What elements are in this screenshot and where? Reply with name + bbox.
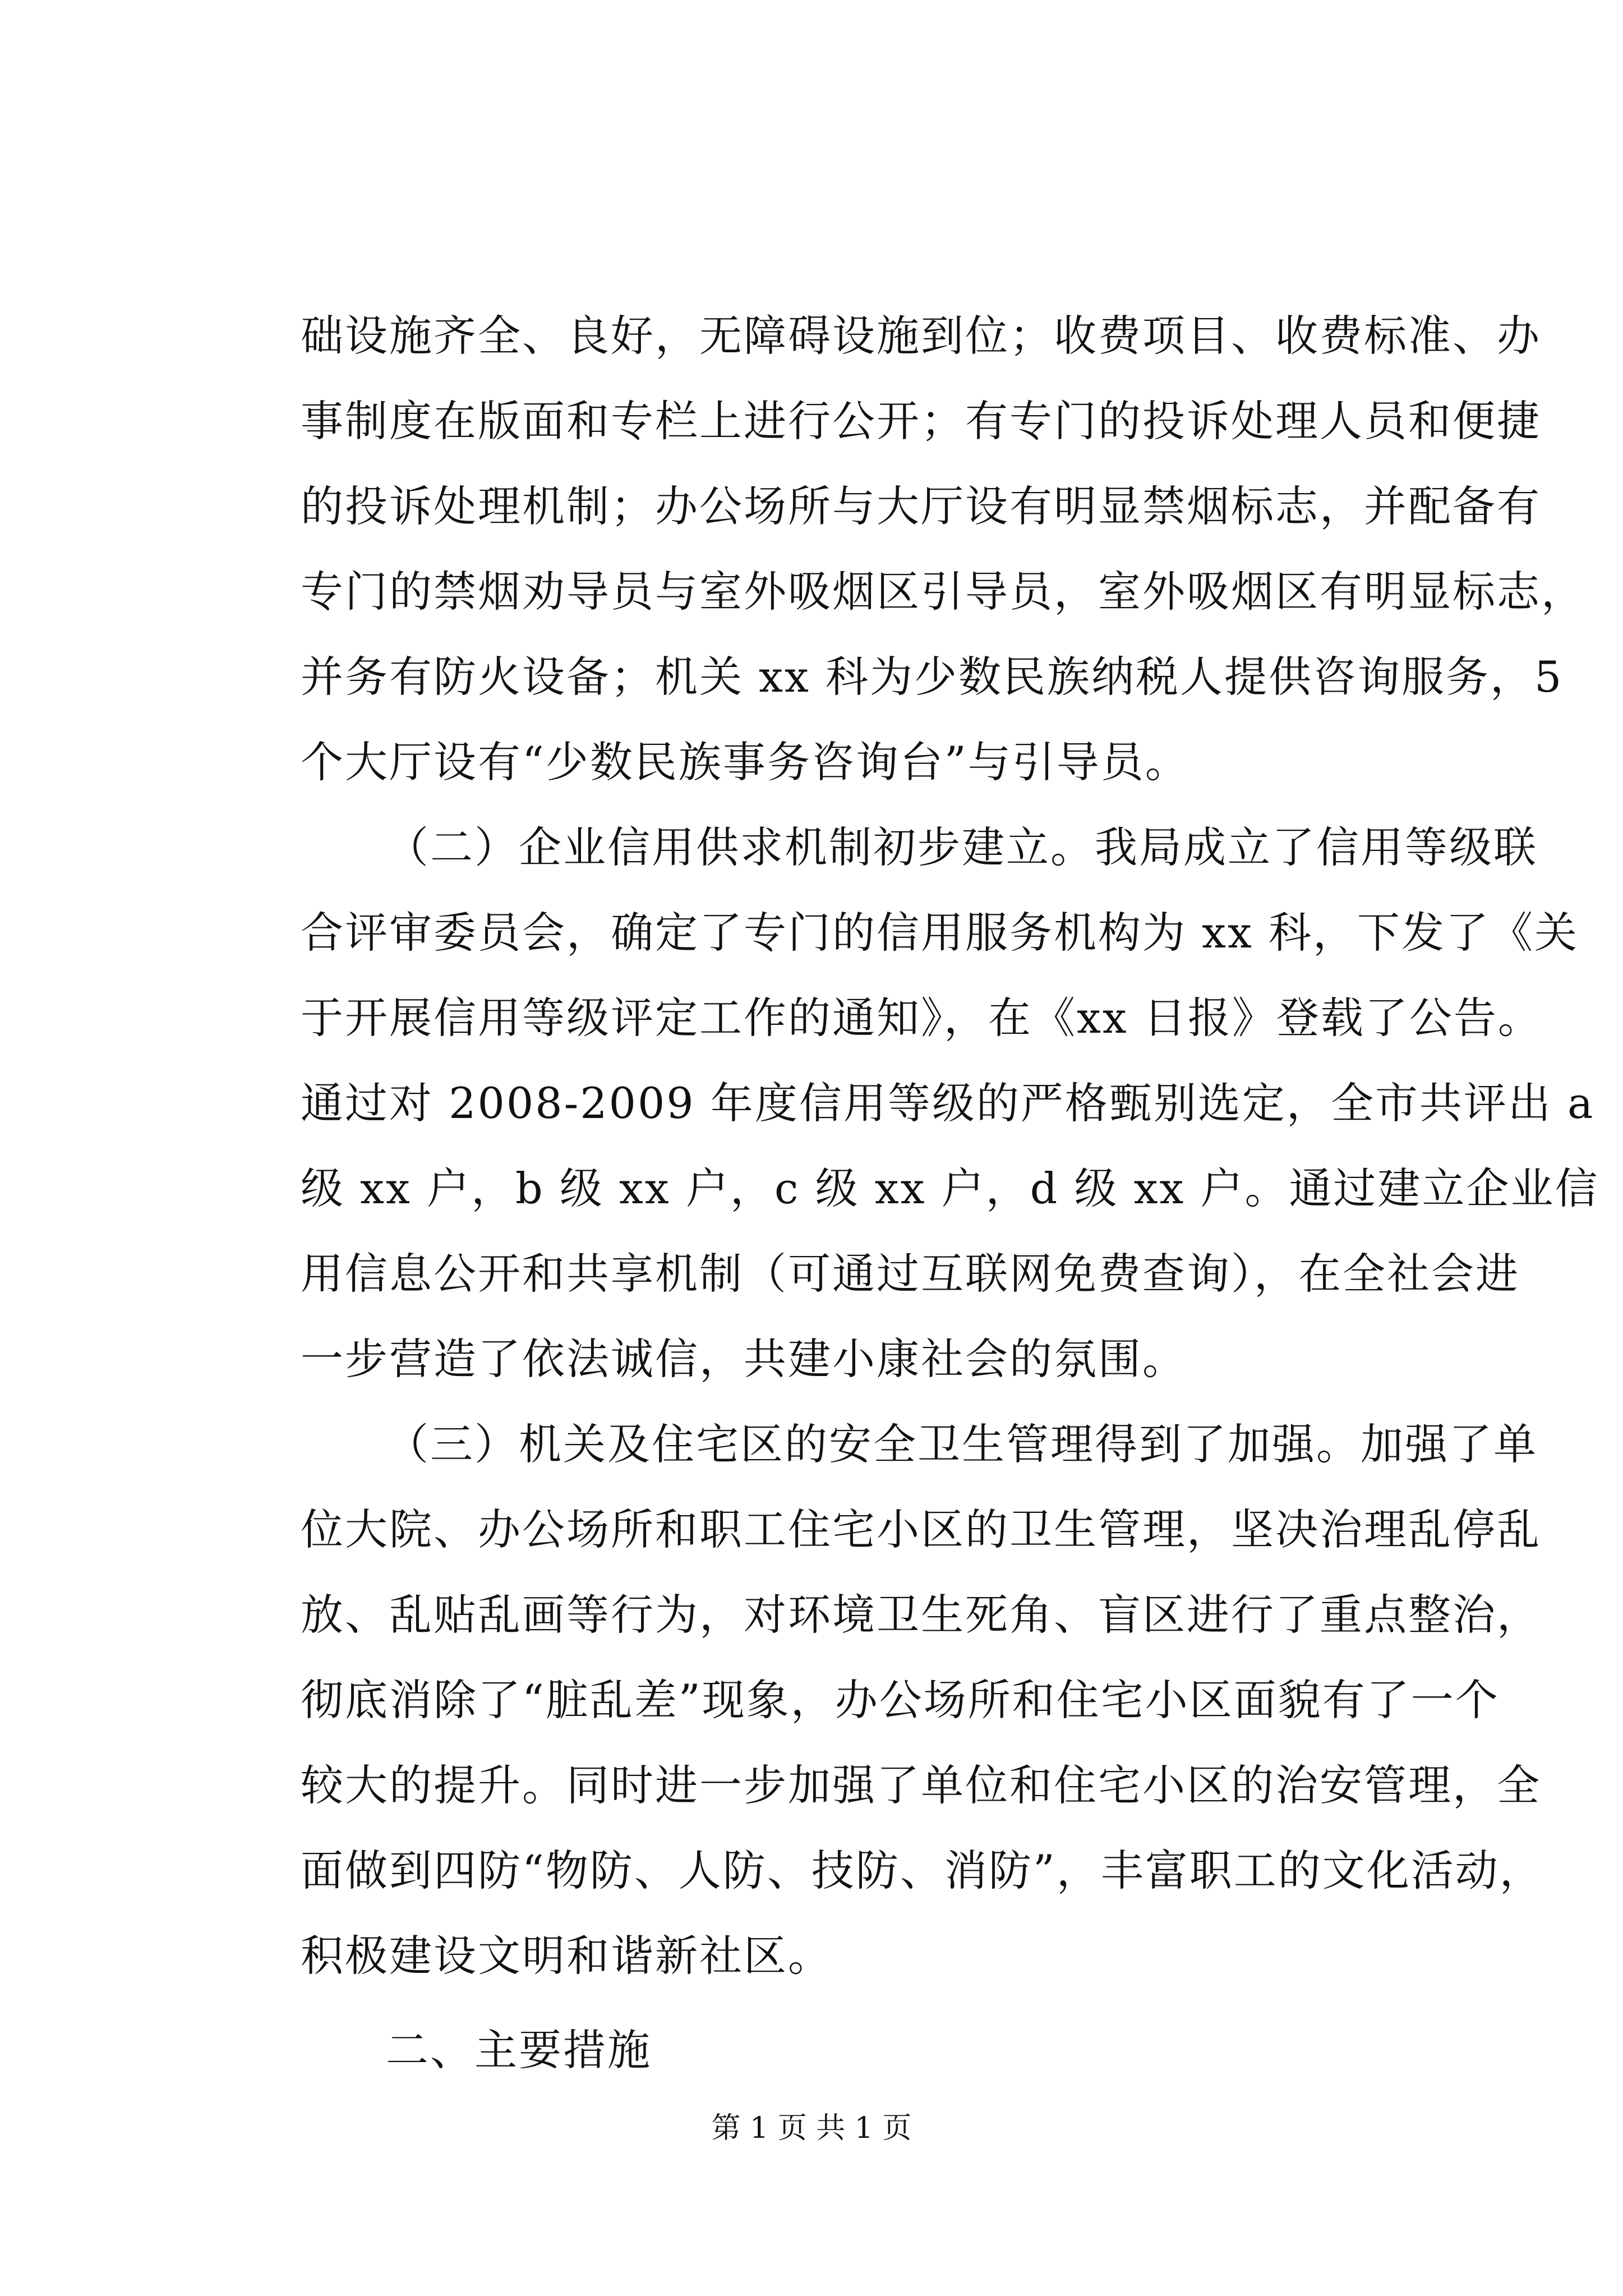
- text-line: 个大厅设有“少数民族事务咨询台”与引导员。: [301, 737, 1189, 787]
- text-line: 通过对 2008-2009 年度信用等级的严格甄别选定，全市共评出 a: [301, 1078, 1595, 1128]
- text-line: 面做到四防“物防、人防、技防、消防”，丰富职工的文化活动，: [301, 1846, 1544, 1895]
- paragraph-heading-2: （二）企业信用供求机制初步建立。我局成立了信用等级联: [386, 822, 1538, 872]
- paragraph-heading-3: （三）机关及住宅区的安全卫生管理得到了加强。加强了单: [386, 1419, 1538, 1469]
- text-line: 并务有防火设备；机关 xx 科为少数民族纳税人提供咨询服务，5: [301, 652, 1564, 702]
- text-line: 事制度在版面和专栏上进行公开；有专门的投诉处理人员和便捷: [301, 396, 1541, 446]
- text-line: 一步营造了依法诚信，共建小康社会的氛围。: [301, 1334, 1187, 1384]
- text-line: 积极建设文明和谐新社区。: [301, 1931, 832, 1981]
- text-line: 础设施齐全、良好，无障碍设施到位；收费项目、收费标准、办: [301, 311, 1541, 361]
- text-line: 于开展信用等级评定工作的通知》，在《xx 日报》登载了公告。: [301, 993, 1542, 1043]
- text-line: 彻底消除了“脏乱差”现象，办公场所和住宅小区面貌有了一个: [301, 1675, 1500, 1725]
- text-line: 专门的禁烟劝导员与室外吸烟区引导员，室外吸烟区有明显标志，: [301, 567, 1585, 616]
- text-line: 级 xx 户，b 级 xx 户，c 级 xx 户，d 级 xx 户。通过建立企业信: [301, 1163, 1599, 1213]
- text-line: 的投诉处理机制；办公场所与大厅设有明显禁烟标志，并配备有: [301, 481, 1541, 531]
- text-line: 用信息公开和共享机制（可通过互联网免费查询），在全社会进: [301, 1249, 1520, 1299]
- section-heading: 二、主要措施: [386, 2025, 652, 2075]
- text-line: 合评审委员会，确定了专门的信用服务机构为 xx 科，下发了《关: [301, 908, 1579, 958]
- text-line: 较大的提升。同时进一步加强了单位和住宅小区的治安管理，全: [301, 1760, 1541, 1810]
- page-footer: 第 1 页 共 1 页: [711, 2111, 912, 2145]
- text-line: 位大院、办公场所和职工住宅小区的卫生管理，坚决治理乱停乱: [301, 1504, 1541, 1554]
- text-line: 放、乱贴乱画等行为，对环境卫生死角、盲区进行了重点整治，: [301, 1590, 1541, 1640]
